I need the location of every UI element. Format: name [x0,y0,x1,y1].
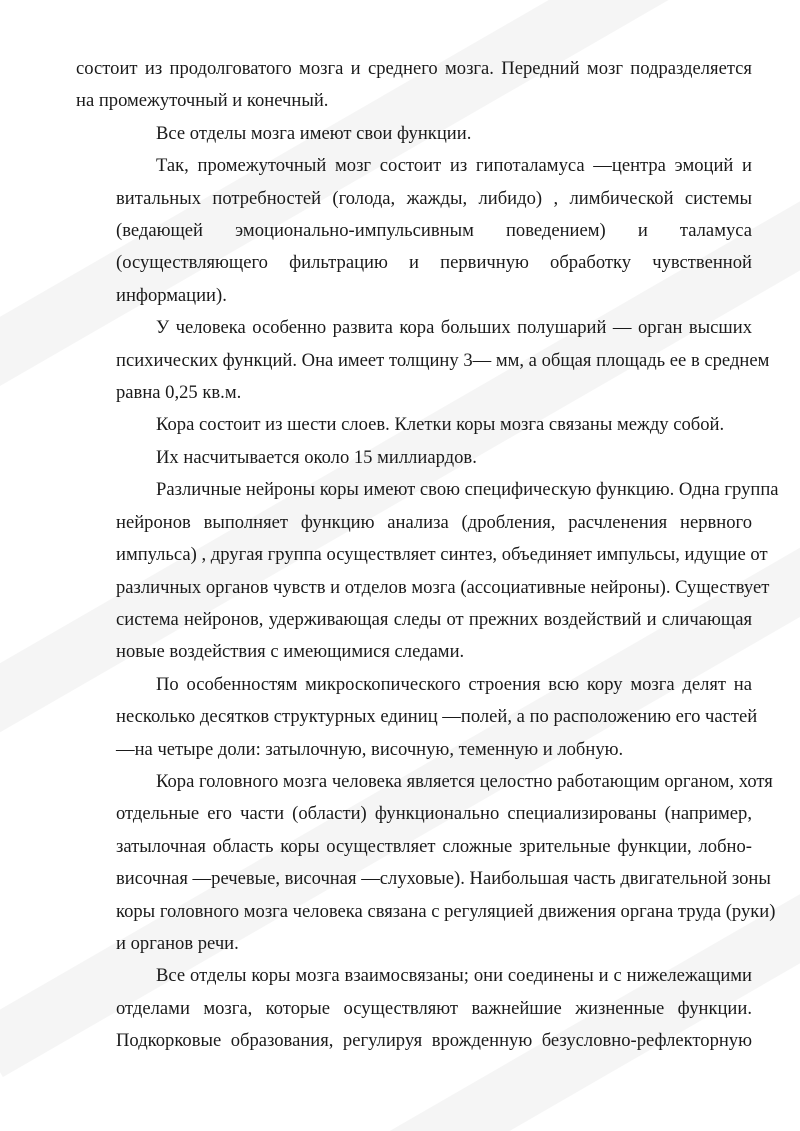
text-line: По особенностям микроскопического строения всю кору мозга делят на [156,673,752,695]
text-line: отдельные его части (области) функционально специализированы (например, [116,803,752,825]
paragraph [76,442,752,474]
text-line: коры головного мозга человека связана с регуляцией движения органа труда (руки) [116,900,776,922]
text-line: витальных потребностей (голода, жажды, либидо) , лимбической системы [116,187,752,209]
text-line: информации). [116,284,227,306]
text-line: состоит из продолговатого мозга и среднего мозга. Передний мозг подразделяется [76,58,752,79]
text-line: (осуществляющего фильтрацию и первичную обработку чувственной [116,252,752,274]
text-line: психических функций. Она имеет толщину 3— мм, а общая площадь ее в среднем [116,349,770,371]
text-line: —на четыре доли: затылочную, височную, теменную и лобную. [116,738,624,760]
text-line: Так, промежуточный мозг состоит из гипоталамуса —центра эмоций и [156,155,752,177]
text-line: (ведающей эмоционально-импульсивным поведением) и таламуса [116,220,752,242]
text-line: височная —речевые, височная —слуховые). Наибольшая часть двигательной зоны [116,868,771,890]
text-line: Все отделы коры мозга взаимосвязаны; они соединены и с нижележащими [156,965,752,987]
paragraph [76,960,752,1057]
document-body [76,53,779,1058]
paragraph [76,669,758,766]
text-line: на промежуточный и конечный. [76,90,329,112]
text-line: Подкорковые образования, регулируя врожденную безусловно-рефлекторную [116,1030,752,1052]
text-line: равна 0,25 кв.м. [116,382,242,404]
text-line: отделами мозга, которые осуществляют важнейшие жизненные функции. [116,997,752,1019]
paragraph [76,766,776,960]
text-line: импульса) , другая группа осуществляет синтез, объединяет импульсы, идущие от [116,544,768,566]
text-line: Кора состоит из шести слоев. Клетки коры мозга связаны между собой. [156,414,725,436]
paragraph [76,474,779,668]
text-line: затылочная область коры осуществляет сложные зрительные функции, лобно- [116,835,752,857]
text-line: нейронов выполняет функцию анализа (дробления, расчленения нервного [116,511,752,533]
paragraph [76,150,752,312]
text-line: система нейронов, удерживающая следы от прежних воздействий и сличающая [116,608,752,630]
text-line: различных органов чувств и отделов мозга (ассоциативные нейроны). Существует [116,576,770,598]
text-line: несколько десятков структурных единиц —полей, а по расположению его частей [116,706,758,728]
text-line: и органов речи. [116,932,239,954]
text-line: У человека особенно развита кора больших полушарий — орган высших [156,317,752,339]
paragraph [76,53,752,118]
text-line: Различные нейроны коры имеют свою специфическую функцию. Одна группа [156,479,779,501]
text-line: Кора головного мозга человека является целостно работающим органом, хотя [156,770,773,792]
text-line: Их насчитывается около 15 миллиардов. [156,446,477,468]
paragraph [76,409,752,441]
text-line: новые воздействия с имеющимися следами. [116,641,465,663]
paragraph [76,312,770,409]
paragraph [76,118,752,150]
text-line: Все отделы мозга имеют свои функции. [156,122,472,144]
